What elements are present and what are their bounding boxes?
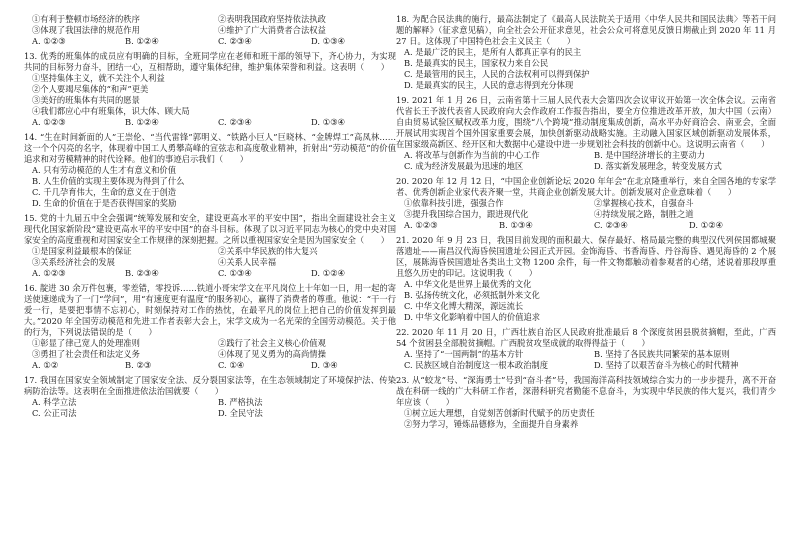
q16-choice-c: C. ①④ (218, 360, 245, 370)
question-17 (24, 375, 396, 419)
q17-option-b: B. 严格执法 (218, 397, 263, 407)
q15-choice-d: D. ①②④ (311, 268, 345, 278)
q22-option-b: B. 坚持了各民族共同繁荣的基本原则 (594, 349, 730, 359)
q20-item-1: ①依靠科技引进，强强合作 (404, 198, 504, 208)
q17-option-c: C. 公正司法 (32, 408, 77, 418)
q19-option-a: A. 将改革与创新作为当前的中心工作 (404, 150, 540, 160)
q12-choice-b: B. ①②④ (125, 36, 159, 46)
q18-stem: 18. 为配合民法典的施行，最高法制定了《最高人民法院关于适用〈中华人民共和国民法典〉等若干问题的解释》（征求意见稿），向全社会公开征求意见，社会公众可将意见反馈日期截止到 2020 年 11 月 27 日。这体现了中国特色社会主义民主（ ） (396, 14, 776, 46)
q16-stem: 16. 靛进 30 余万件包裹，零差错，零投诉……铁道小哥宋学文在平凡岗位上十年如一日，用一起的寄送使速递成为了一门“学问”，用“有速度更有温度”的服务初心，赢得了消费者的尊重。他说：“干一行爱一行，是要把事情不忘初心，时刻保持对工作的热忱，在最平凡的岗位上把自己的价值发挥到最大。”2020 年全国劳动模范和先进工作者表彰大会上，宋学文成为一名光荣的全国劳动模范。关于他的行为，下列说法错误的是（ ） (24, 283, 396, 337)
q12-item-1: ①有利于整顿市场经济的秩序 (32, 14, 140, 24)
q19-option-d: D. 落实新发展理念，转变发展方式 (594, 161, 722, 171)
q16-choice-d: D. ③④ (311, 360, 338, 370)
q20-item-4: ④持续发展之路，制胜之道 (594, 209, 694, 219)
q15-item-4: ④关系人民幸福 (218, 257, 277, 267)
q20-choice-b: B. ①③④ (499, 220, 533, 230)
q22-stem: 22. 2020 年 11 月 20 日，广西壮族自治区人民政府批准最后 8 个深度贫困县脱贫摘帽，至此，广西 54 个贫困县全部脱贫摘帽。广西脱贫攻坚成就的取得得益于（ ） (396, 327, 776, 348)
q16-choice-a: A. ①② (32, 360, 59, 370)
q15-choice-b: B. ②③④ (125, 268, 159, 278)
q19-option-b: B. 是中国经济增长的主要动力 (594, 150, 705, 160)
q14-option-d: D. 生命的价值在于是否获得国家的奖励 (32, 198, 177, 208)
q21-option-b: B. 弘扬传统文化，必须抵制外来文化 (404, 290, 540, 300)
q20-item-2: ②掌握核心技术，自强奋斗 (594, 198, 694, 208)
q20-choice-a: A. ①②③ (404, 220, 438, 230)
q18-option-b: B. 是最真实的民主，国家权力来自公民 (404, 58, 549, 68)
q15-item-1: ①是国家利益最根本的保证 (32, 246, 132, 256)
q17-option-a: A. 科学立法 (32, 397, 77, 407)
q23-stem: 23. 从“蛟龙”号、“深海勇士”号到“奋斗者”号，我国海洋高科技领域综合实力的一步步提升，离不开奋战在科研一线的广大科研工作者，深潜科研究者勤能不息奋斗，为实现中华民族的伟大复兴，我们青少年应该（ ） (396, 375, 776, 407)
q21-option-d: D. 中华文化影响着中国人的价值追求 (404, 312, 541, 322)
question-19 (396, 95, 776, 172)
question-23 (396, 375, 776, 430)
q23-item-1: ①树立远大理想，自觉刻苦创新时代赋予的历史责任 (404, 408, 595, 418)
q21-option-c: C. 中华文化博大精深，源远流长 (404, 301, 524, 311)
q13-choice-c: C. ②③④ (218, 117, 252, 127)
q14-stem: 14. “生在时间新面的人”王崇伦、“当代雷锋”郭明义、“铁路小巨人”巨晓林、“金牌焊工”高凤林……这一个个闪亮的名字，体现着中国工人勇攀高峰的宣弦志和高度敬业精神，折射出“劳动模范”的价值追求和对劳模精神的时代诠释。他们的事迹启示我们（ ） (24, 132, 396, 164)
q12-item-2: ②表明我国政府坚持依法执政 (218, 14, 326, 24)
q20-item-3: ③提升我国综合国力，跟进现代化 (404, 209, 529, 219)
question-14 (24, 132, 396, 209)
q22-option-a: A. 坚持了“一国两制”的基本方针 (404, 349, 524, 359)
q21-option-a: A. 中华文化是世界上最优秀的文化 (404, 279, 532, 289)
q21-stem: 21. 2020 年 9 月 23 日，我国目前发现的面积最大、保存最好、格局最完整的典型汉代列侯国都城聚落遗址——南昌汉代海昏侯国遗址公园正式开园。金饰海昏、书香海昏、丹谷海昏、遇见海昏的 2 个展区，展陈海昏侯国遗址各类出土文物 1200 余件，每一件文物都触动着参观者的心绪，述说着那段厚重且悠久历史的印记。这说明我（ ） (396, 235, 776, 278)
q18-option-c: C. 是最管用的民主，人民的合法权利可以得到保护 (404, 69, 590, 79)
question-21 (396, 235, 776, 323)
q20-choice-c: C. ②③④ (594, 220, 628, 230)
q13-choice-b: B. ①②④ (125, 117, 159, 127)
q23-item-2: ②努力学习，锤炼品德修为，全面提升自身素养 (404, 419, 579, 429)
q17-stem: 17. 我国在国家安全领域制定了国家安全法、反分裂国家法等，在生态领域制定了环境保护法、传染病防治法等。这表明在全面推进依法治国就要（ ） (24, 375, 396, 396)
q12-item-3: ③体现了我国法律的规范作用 (32, 25, 140, 35)
q22-option-d: D. 坚持了以艰苦奋斗为核心的时代精神 (594, 360, 739, 370)
q13-item-1: ①坚持集体主义，就不关注个人利益 (32, 73, 165, 83)
q15-stem: 15. 党的十九届五中全会强调“统筹发展和安全，建设更高水平的平安中国”，指出全面建设社会主义现代化国家新阶段“建设更高水平的平安中国”的奋斗目标。体现了以习近平同志为核心的党中央对国家安全的高度重视和对国家安全工作规律的深刻把握。之所以重视国家安全是因为国家安全（ ） (24, 213, 396, 245)
q12-choice-c: C. ②③④ (218, 36, 252, 46)
q15-choice-c: C. ①③④ (218, 268, 252, 278)
q14-option-b: B. 人生价值的实现主要体现为得到了什么 (32, 176, 185, 186)
q17-option-d: D. 全民守法 (218, 408, 263, 418)
q16-choice-b: B. ②③ (125, 360, 152, 370)
q19-stem: 19. 2021 年 1 月 26 日，云南省第十三届人民代表大会第四次会议审议开始第一次全体会议。云南省代省长王予波代表省人民政府向大会作政府工作报告指出，要全方位推进改革开放，加大中国（云南）自由贸易试验区赋权改革力度，围绕“八个跨境”推动制度集成创新，高水平办好商洽会、南亚会，全面开展试用实现首个国外国家重要会展，加快创新驱动战略实施。主动融入国家区域创新驱动发展体系，在国家级高新区、经开区和大数据中心建设中进一步规划社会科技的创新中心。这说明云南省（ ） (396, 95, 776, 149)
question-22 (396, 327, 776, 371)
q16-item-1: ①彰显了律己宽人的处理准则 (32, 338, 140, 348)
left-column (24, 14, 396, 554)
q15-item-2: ②关系中华民族的伟大复兴 (218, 246, 318, 256)
q14-option-a: A. 只有劳动模范的人生才有意义和价值 (32, 165, 177, 175)
question-13 (24, 51, 396, 128)
right-column (396, 14, 776, 554)
q12-item-4: ④维护了广大消费者合法权益 (218, 25, 326, 35)
q22-option-c: C. 民族区域自治制度这一根本政治制度 (404, 360, 549, 370)
q13-choice-a: A. ①②③ (32, 117, 66, 127)
question-16 (24, 283, 396, 371)
q18-option-a: A. 是最广泛的民主，是所有人都真正享有的民主 (404, 47, 582, 57)
q15-item-3: ③关系经济社会的发展 (32, 257, 115, 267)
q12-choice-d: D. ①③④ (311, 36, 345, 46)
q16-item-4: ④体现了见义勇为的高尚情操 (218, 349, 326, 359)
q20-choice-d: D. ①②④ (689, 220, 723, 230)
q20-stem: 20. 2020 年 12 月 12 日，“中国企业创新论坛 2020 年年会”在北京隆重举行，来自全国各地的专家学者、优秀创新企业家代表齐聚一堂，共商企业创新发展大计。创新发展对企业意味着（ ） (396, 176, 776, 197)
q13-stem: 13. 优秀的班集体的成员应有明确的目标，全班同学应在老师和班干部的领导下，齐心协力，为实现共同的目标努力奋斗，团结一心，互相帮助，遵守集体纪律，维护集体荣誉和利益。这表明（ ） (24, 51, 396, 72)
q13-item-4: ④我们都应心中有班集体，识大体、顾大局 (32, 106, 190, 116)
q18-option-d: D. 是最真实的民主，人民的意志得到充分体现 (404, 80, 574, 90)
q16-item-3: ③勇担了社会责任和法定义务 (32, 349, 140, 359)
q16-item-2: ②践行了社会主义核心价值观 (218, 338, 326, 348)
q13-choice-d: D. ①③④ (311, 117, 345, 127)
question-18 (396, 14, 776, 91)
q13-item-3: ③美好的班集体有共同的愿景 (32, 95, 140, 105)
question-12-tail (24, 14, 396, 47)
q14-option-c: C. 千几孕育伟大，生命的意义在于创造 (32, 187, 177, 197)
question-20 (396, 176, 776, 231)
q12-choice-a: A. ①②③ (32, 36, 66, 46)
question-15 (24, 213, 396, 279)
q19-option-c: C. 成为经济发展最为迅速的地区 (404, 161, 524, 171)
q13-item-2: ②个人要竭尽集体的“和声”更美 (32, 84, 149, 94)
q15-choice-a: A. ①②③ (32, 268, 66, 278)
